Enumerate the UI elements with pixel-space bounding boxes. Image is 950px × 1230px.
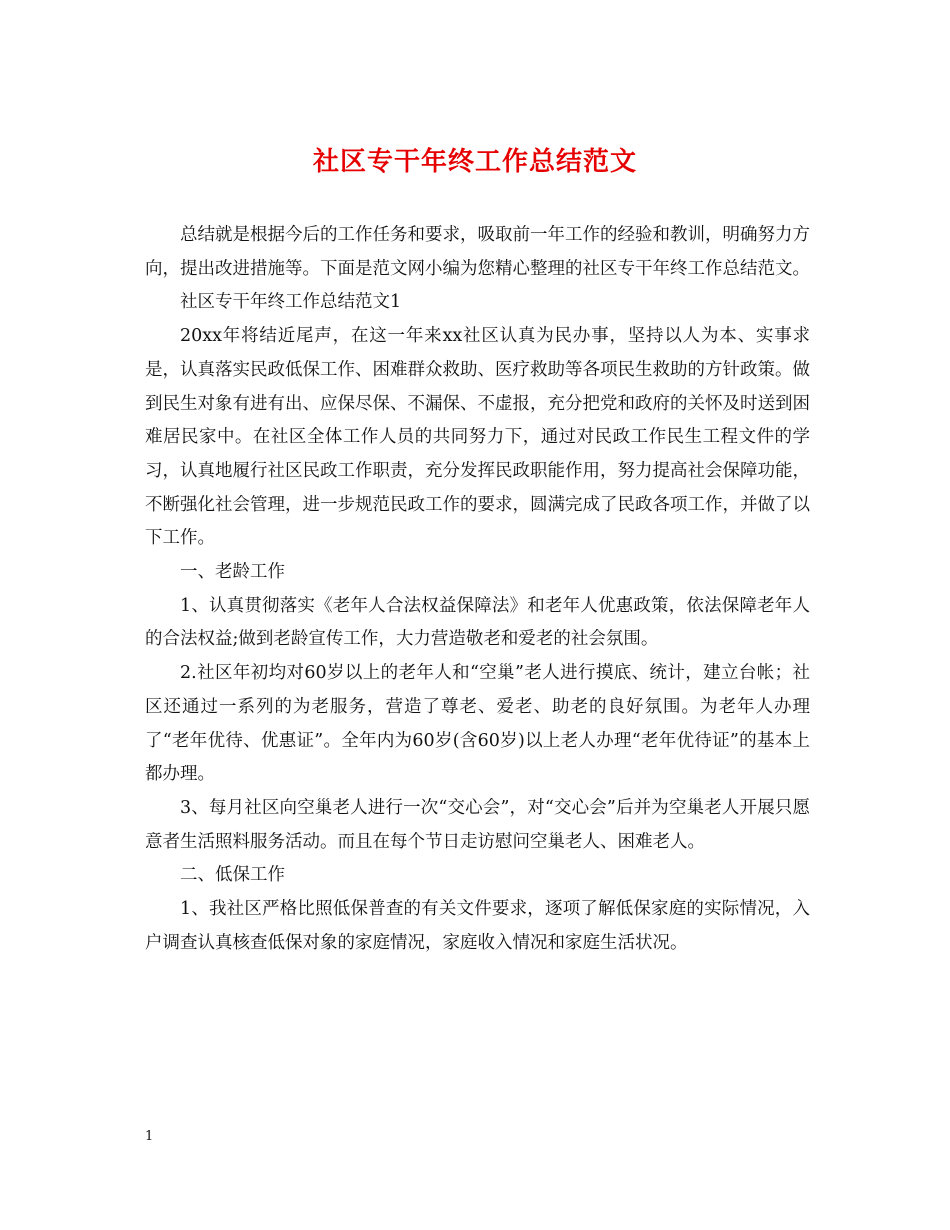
section-heading-low-income: 二、低保工作 — [180, 865, 285, 886]
document-title: 社区专干年终工作总结范文 — [312, 147, 637, 177]
paragraph-elderly-1: 1、认真贯彻落实《老年人合法权益保障法》和老年人优惠政策，依法保障老年人的合法权益;做到老龄宣传工作，大力营造敬老和爱老的社会氛围。 — [145, 595, 810, 650]
paragraph-intro: 总结就是根据今后的工作任务和要求，吸取前一年工作的经验和教训，明确努力方向，提出改进措施等。下面是范文网小编为您精心整理的社区专干年终工作总结范文。 — [145, 225, 810, 279]
paragraph-low-income-1: 1、我社区严格比照低保普查的有关文件要求，逐项了解低保家庭的实际情况，入户调查认真核查低保对象的家庭情况，家庭收入情况和家庭生活状况。 — [145, 899, 810, 953]
page-number: 1 — [145, 1129, 154, 1144]
paragraph-elderly-2: 2.社区年初均对60岁以上的老年人和“空巢”老人进行摸底、统计，建立台帐；社区还通过一系列的为老服务，营造了尊老、爱老、助老的良好氛围。为老年人办理了“老年优待、优惠证”。全年内为60岁(含60岁)以上老人办理“老年优待证”的基本上都办理。 — [145, 663, 810, 785]
paragraph-heading-1: 社区专干年终工作总结范文1 — [180, 292, 402, 313]
paragraph-overview: 20xx年将结近尾声，在这一年来xx社区认真为民办事，坚持以人为本、实事求是，认真落实民政低保工作、困难群众救助、医疗救助等各项民生救助的方针政策。做到民生对象有进有出、应保尽保、不漏保、不虚报，充分把党和政府的关怀及时送到困难居民家中。在社区全体工作人员的共同努力下，通过对民政工作民生工程文件的学习，认真地履行社区民政工作职责，充分发挥民政职能作用，努力提高社会保障功能，不断强化社会管理，进一步规范民政工作的要求，圆满完成了民政各项工作，并做了以下工作。 — [145, 326, 810, 549]
paragraph-elderly-3: 3、每月社区向空巢老人进行一次“交心会”，对“交心会”后并为空巢老人开展只愿意者生活照料服务活动。而且在每个节日走访慰问空巢老人、困难老人。 — [145, 797, 810, 852]
document-body — [145, 219, 810, 960]
section-heading-elderly: 一、老龄工作 — [180, 562, 285, 583]
